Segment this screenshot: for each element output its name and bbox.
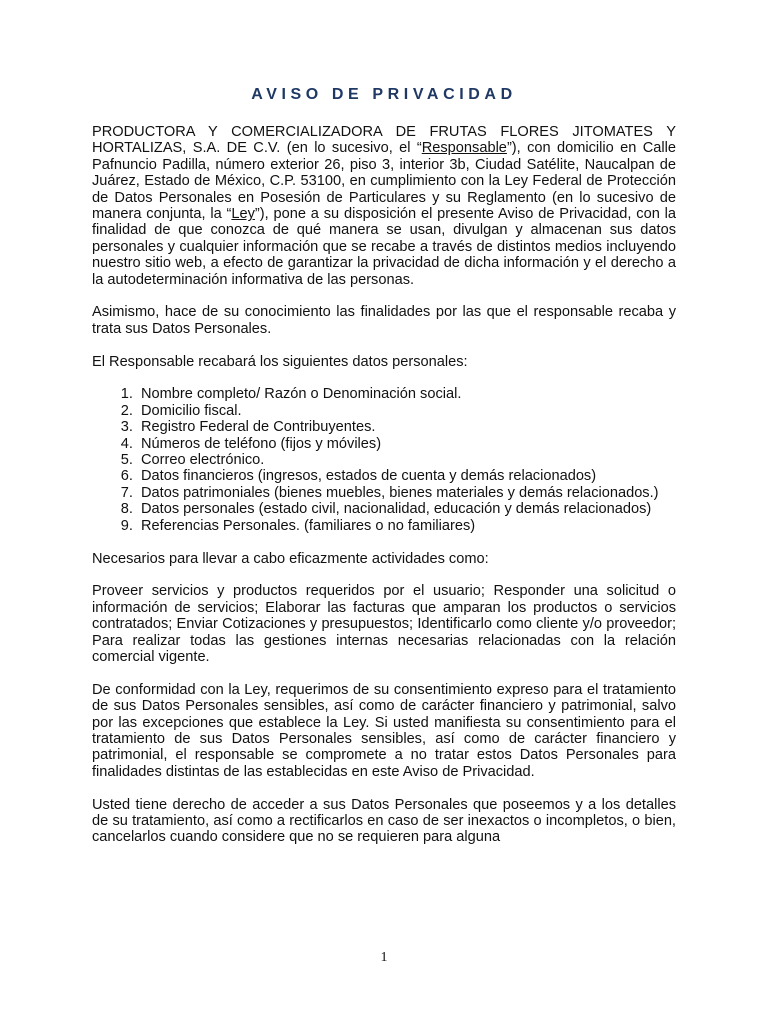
intro-paragraph xyxy=(92,124,676,288)
ley-term: Ley xyxy=(231,206,255,223)
intro-text-3: ”), pone a su disposición el presente Aviso de Privacidad, con la finalidad de que conozca de qué manera se usan, divulgan y almacenan sus datos personales y cualquier información que se recabe a través de distintos medios incluyendo nuestro sitio web, a efecto de garantizar la privacidad de dicha información y el derecho a la autodeterminación informativa de las personas. xyxy=(92,206,676,288)
list-item: 2. Domicilio fiscal. xyxy=(137,403,676,419)
intro-text-2: ”), con domicilio en Calle Pafnuncio Padilla, número exterior 26, piso 3, interior 3b, Ciudad Satélite, Naucalpan de Juárez, Estado de México, C.P. 53100, en cumplimiento con la Ley Federal de Protección de Datos Personales en Posesión de Particulares y su Reglamento (en lo sucesivo de manera conjunta, la “ xyxy=(92,140,676,223)
services-paragraph: Proveer servicios y productos requeridos por el usuario; Responder una solicitud o información de servicios; Elaborar las facturas que amparan los productos o servicios contratados; Enviar Cotizaciones y presupuestos; Identificarlo como cliente y/o proveedor; Para realizar todas las gestiones internas necesarias relacionadas con la relación comercial vigente. xyxy=(92,583,676,665)
list-item: 1. Nombre completo/ Razón o Denominación social. xyxy=(137,386,676,402)
list-item: 7. Datos patrimoniales (bienes muebles, bienes materiales y demás relacionados.) xyxy=(137,485,676,501)
consent-paragraph: De conformidad con la Ley, requerimos de su consentimiento expreso para el tratamiento de sus Datos Personales sensibles, así como de carácter financiero y patrimonial, salvo por las excepciones que establece la Ley. Si usted manifiesta su consentimiento para el tratamiento de sus Datos Personales sensibles, así como de carácter financiero y patrimonial, el responsable se compromete a no tratar estos Datos Personales para finalidades distintas de las establecidas en este Aviso de Privacidad. xyxy=(92,681,676,780)
list-item: 9. Referencias Personales. (familiares o no familiares) xyxy=(137,518,676,534)
document-body xyxy=(92,124,676,846)
list-item: 5. Correo electrónico. xyxy=(137,452,676,468)
rights-paragraph: Usted tiene derecho de acceder a sus Datos Personales que poseemos y a los detalles de su tratamiento, así como a rectificarlos en caso de ser inexactos o incompletos, o bien, cancelarlos cuando considere que no se requieren para alguna xyxy=(92,796,676,846)
list-item: 3. Registro Federal de Contribuyentes. xyxy=(137,419,676,435)
activities-paragraph: Necesarios para llevar a cabo eficazmente actividades como: xyxy=(92,550,489,567)
purpose-paragraph: Asimismo, hace de su conocimiento las finalidades por las que el responsable recaba y trata sus Datos Personales. xyxy=(92,304,676,337)
list-item: 8. Datos personales (estado civil, nacionalidad, educación y demás relacionados) xyxy=(137,501,676,517)
page-number: 1 xyxy=(380,950,388,965)
document-title: AVISO DE PRIVACIDAD xyxy=(251,86,517,103)
intro-text-1: PRODUCTORA Y COMERCIALIZADORA DE FRUTAS FLORES JITOMATES Y HORTALIZAS, S.A. DE C.V. (en lo sucesivo, el “ xyxy=(92,124,676,157)
data-collected-paragraph: El Responsable recabará los siguientes datos personales: xyxy=(92,353,468,370)
personal-data-list xyxy=(92,386,676,534)
list-item: 4. Números de teléfono (fijos y móviles) xyxy=(137,436,676,452)
list-item: 6. Datos financieros (ingresos, estados de cuenta y demás relacionados) xyxy=(137,468,676,484)
responsable-term: Responsable xyxy=(421,140,507,157)
